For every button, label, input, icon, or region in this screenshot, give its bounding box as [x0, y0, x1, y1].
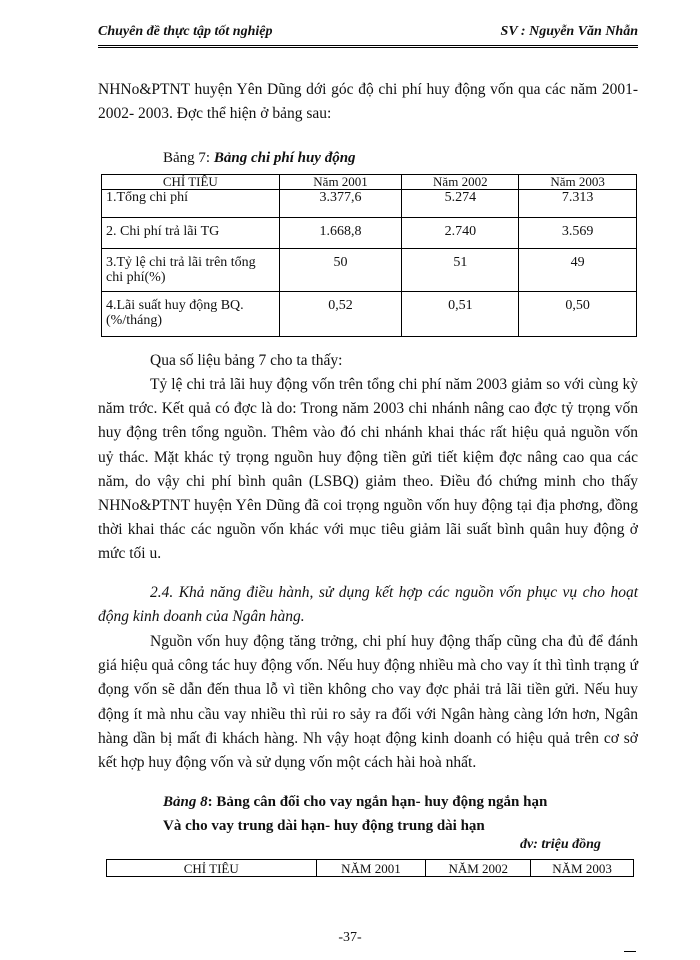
- table7-header-cell: Năm 2001: [279, 175, 402, 190]
- page-number: -37-: [338, 930, 362, 945]
- row-label: 3.Tỷ lệ chi trả lãi trên tổng chi phí(%): [102, 249, 280, 292]
- row-value: 0,51: [402, 292, 519, 337]
- row-label: 4.Lãi suất huy động BQ.(%/tháng): [102, 292, 280, 337]
- row-label: 2. Chi phí trả lãi TG: [102, 218, 280, 249]
- row-value: 2.740: [402, 218, 519, 249]
- running-header: [98, 23, 638, 47]
- header-author: SV : Nguyễn Văn Nhẫn: [500, 24, 638, 39]
- table8-caption-line1: [163, 794, 547, 811]
- analysis-paragraph: Tỷ lệ chi trả lãi huy động vốn trên tổng chi phí năm 2003 giảm so với cùng kỳ năm trớc. Kết quả có đợc là do: Trong năm 2003 chi nhánh nâng cao đợc tỷ trọng vốn huy động trên tổng nguồn. Thêm vào đó chi nhánh khai thác rất hiệu quả nguồn vốn uỷ thác. Mặt khác tỷ trọng nguồn huy động tiền gửi tiết kiệm đợc nâng cao qua các năm, do vậy chi phí bình quân (LSBQ) giảm theo. Điều đó chứng minh cho thấy NHNo&PTNT huyện Yên Dũng đã coi trọng nguồn vốn huy động tại địa phơng, đồng thời khai thác các nguồn vốn khác với mục tiêu giảm lãi suất bình quân huy động ở mức tối u.: [98, 376, 638, 563]
- table7-caption-title: Bảng chi phí huy động: [213, 150, 356, 166]
- header-title: Chuyên đề thực tập tốt nghiệp: [98, 24, 273, 39]
- page-corner-mark: [624, 951, 636, 952]
- intro-paragraph: NHNo&PTNT huyện Yên Dũng dới góc độ chi phí huy động vốn qua các năm 2001- 2002- 2003. Đợc thể hiện ở bảng sau:: [98, 81, 638, 123]
- table7-header-cell: Năm 2003: [519, 175, 637, 190]
- row-value: 50: [279, 249, 402, 292]
- table7-header-cell: CHỈ TIÊU: [102, 175, 280, 190]
- table8-header-cell: NĂM 2001: [316, 860, 426, 877]
- table8-caption-line2: Và cho vay trung dài hạn- huy động trung dài hạn: [163, 818, 485, 834]
- row-value: 3.569: [519, 218, 637, 249]
- row-value: 0,52: [279, 292, 402, 337]
- table8-header-cell: NĂM 2003: [531, 860, 634, 877]
- row-value: 3.377,6: [279, 190, 402, 218]
- section-paragraph: Nguồn vốn huy động tăng trởng, chi phí huy động thấp cũng cha đủ để đánh giá hiệu quả công tác huy động vốn. Nếu huy động nhiều mà cho vay ít thì tình trạng ứ đọng vốn sẽ dẫn đến thua lỗ vì tiền không cho vay đợc phải trả lãi tiền gửi. Nếu huy động ít mà nhu cầu vay nhiều thì rủi ro sảy ra đối với Ngân hàng càng lớn hơn, Ngân hàng dần bị mất đi khách hàng. Nh vậy hoạt động kinh doanh có hiệu quả trên cơ sở kết hợp huy động vốn và sử dụng vốn một cách hài hoà nhất.: [98, 633, 638, 772]
- header-rule: [98, 45, 638, 48]
- table7-caption: [163, 150, 356, 167]
- summary-lead: Qua số liệu bảng 7 cho ta thấy:: [150, 352, 343, 369]
- table7-caption-prefix: Bảng 7:: [163, 150, 211, 166]
- table8: [106, 859, 634, 877]
- table8-caption-prefix: Bảng 8: [163, 794, 208, 810]
- table7-header-row: [102, 175, 637, 190]
- row-value: 49: [519, 249, 637, 292]
- table8-header-cell: CHỈ TIÊU: [107, 860, 317, 877]
- table8-unit: đv: triệu đồng: [520, 837, 601, 852]
- table8-header-cell: NĂM 2002: [426, 860, 531, 877]
- row-value: 0,50: [519, 292, 637, 337]
- row-value: 7.313: [519, 190, 637, 218]
- row-value: 5.274: [402, 190, 519, 218]
- row-value: 1.668,8: [279, 218, 402, 249]
- table8-caption-title: : Bảng cân đối cho vay ngắn hạn- huy động ngắn hạn: [207, 794, 548, 810]
- row-label: 1.Tổng chi phí: [102, 190, 280, 218]
- table-row: [102, 190, 637, 218]
- row-value: 51: [402, 249, 519, 292]
- table-row: [102, 292, 637, 337]
- table-row: [102, 218, 637, 249]
- table-row: [102, 249, 637, 292]
- table7-header-cell: Năm 2002: [402, 175, 519, 190]
- table7: [101, 174, 637, 337]
- section-heading: 2.4. Khả năng điều hành, sử dụng kết hợp các nguồn vốn phục vụ cho hoạt động kinh doanh của Ngân hàng.: [98, 584, 638, 625]
- table8-header-row: [107, 860, 634, 877]
